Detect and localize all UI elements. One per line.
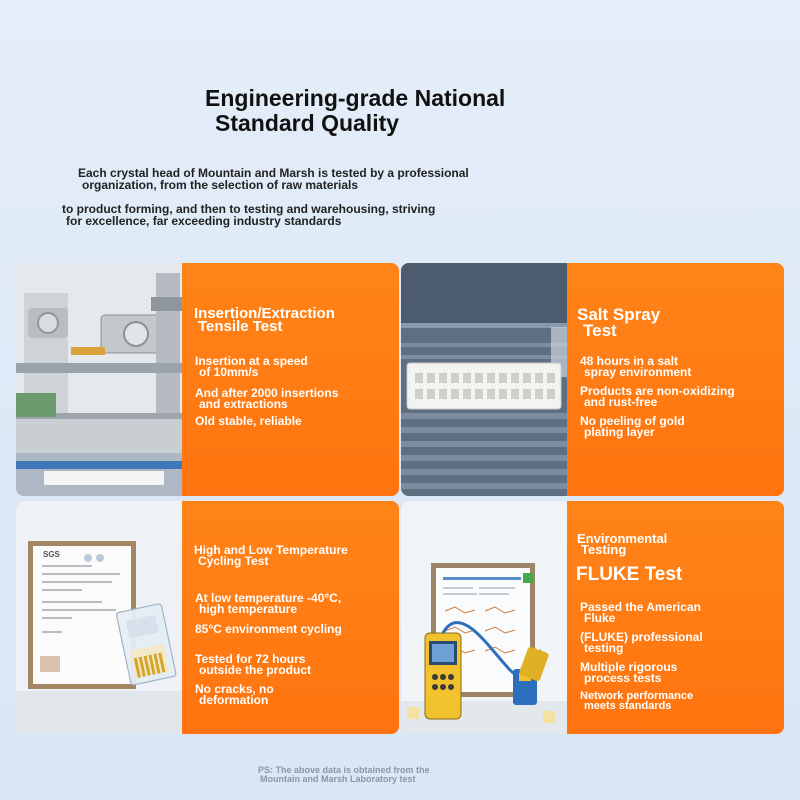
- card-point: Multiple rigorous process tests: [580, 660, 678, 685]
- card-text-panel: [567, 501, 784, 734]
- intro-line-1: Each crystal head of Mountain and Marsh is tested by a professional: [78, 166, 469, 180]
- card-insertion-test: [16, 263, 399, 496]
- card-title: High and Low Temperature Cycling Test: [194, 543, 348, 568]
- page-title: [205, 86, 605, 136]
- title-line-2: Standard Quality: [215, 110, 400, 136]
- footer-note: [258, 766, 430, 784]
- card-point: Insertion at a speed of 10mm/s: [195, 354, 308, 379]
- card-temperature-test: [16, 501, 399, 734]
- card-point: And after 2000 insertions and extractions: [195, 386, 339, 411]
- intro-line-4: for excellence, far exceeding industry standards: [66, 214, 342, 228]
- footer-line-1: PS: The above data is obtained from the: [258, 765, 430, 775]
- card-point: No peeling of gold plating layer: [580, 414, 685, 439]
- card-point: 48 hours in a salt spray environment: [580, 354, 692, 379]
- card-point: Tested for 72 hours outside the product: [195, 652, 311, 677]
- card-title: Insertion/Extraction Tensile Test: [194, 305, 335, 335]
- intro-line-3: to product forming, and then to testing and warehousing, striving: [62, 202, 436, 216]
- certificate-connector-image: [16, 501, 182, 734]
- card-point: 85°C environment cycling: [195, 622, 342, 636]
- card-fluke-test: [401, 501, 784, 734]
- footer-line-2: Mountain and Marsh Laboratory test: [260, 774, 416, 784]
- card-title: Salt Spray Test: [577, 305, 661, 340]
- card-text-panel: [182, 263, 399, 496]
- card-point: (FLUKE) professional testing: [580, 630, 703, 655]
- title-line-1: Engineering-grade National: [205, 85, 506, 111]
- card-title: Environmental Testing: [577, 531, 668, 557]
- card-point: Passed the American Fluke: [580, 600, 701, 625]
- card-text-panel: [182, 501, 399, 734]
- card-point: Network performance meets standards: [580, 690, 694, 712]
- card-point: At low temperature -40°C, high temperature: [195, 591, 342, 616]
- card-point: Old stable, reliable: [195, 414, 302, 428]
- tensile-machine-image: [16, 263, 182, 496]
- card-subtitle: FLUKE Test: [576, 564, 683, 585]
- intro-line-2: organization, from the selection of raw materials: [82, 178, 359, 192]
- fluke-tester-image: [401, 501, 567, 734]
- intro-paragraph-2: [62, 203, 435, 227]
- card-point: Products are non-oxidizing and rust-free: [580, 384, 735, 409]
- card-text-panel: [567, 263, 784, 496]
- card-point: No cracks, no deformation: [195, 682, 274, 707]
- sgs-logo: SGS: [43, 550, 60, 559]
- salt-spray-chamber-image: [401, 263, 567, 496]
- card-salt-spray-test: [401, 263, 784, 496]
- intro-paragraph-1: [78, 167, 469, 191]
